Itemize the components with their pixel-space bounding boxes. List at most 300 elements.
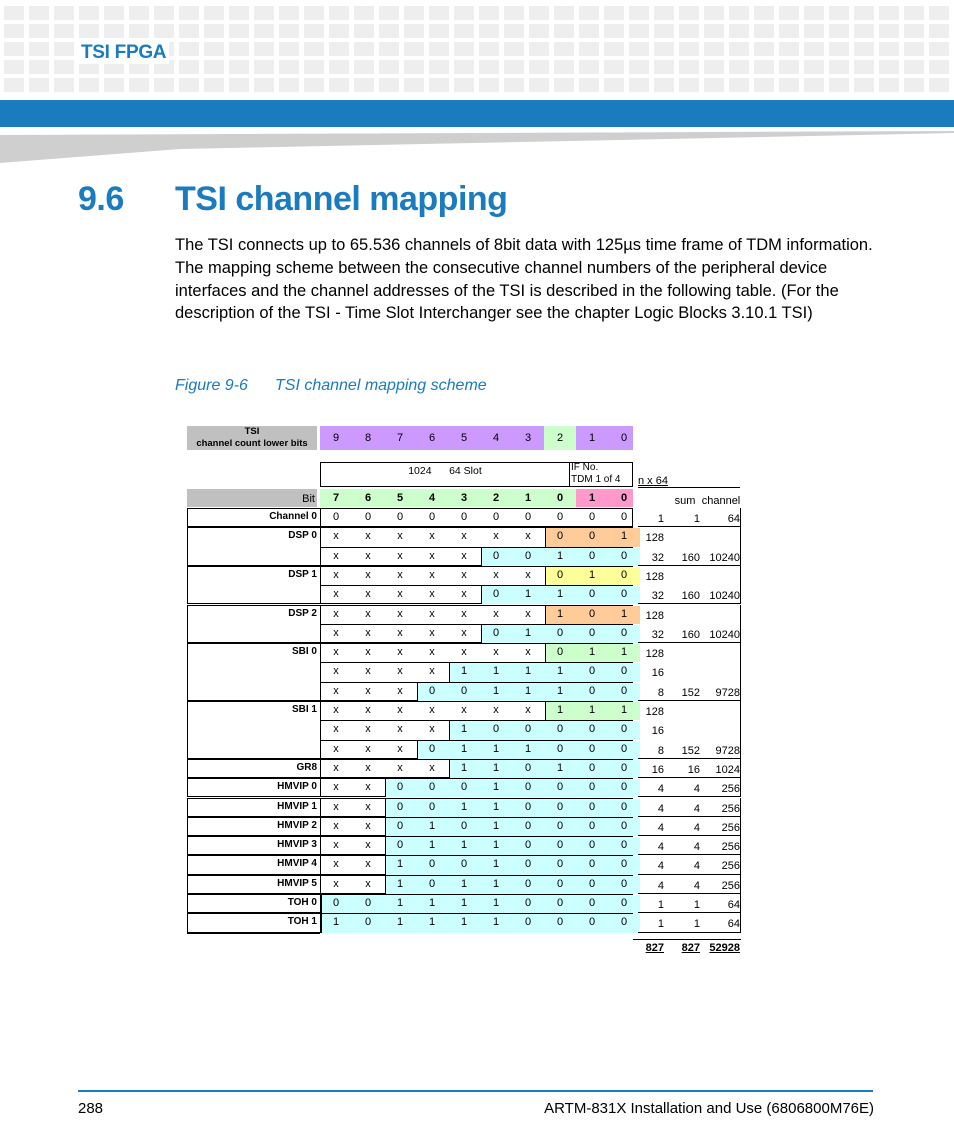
bit-cell: 0: [620, 781, 628, 794]
bit-cell: x: [365, 646, 371, 659]
bit-cell: 0: [588, 684, 596, 697]
bit-cell: 1: [396, 877, 404, 890]
bit-cell: x: [333, 877, 339, 890]
bit-cell: x: [397, 723, 403, 736]
bit-cell: x: [525, 607, 531, 620]
tsi-bit-7: 7: [396, 432, 404, 444]
n-value: 4: [657, 821, 664, 834]
bit-cell: 0: [620, 839, 628, 852]
bit-cell: x: [333, 858, 339, 871]
bit-cell: x: [333, 761, 339, 774]
bit-cell: x: [365, 626, 371, 639]
right-group-box: [638, 875, 741, 894]
tsi-bit-5: 5: [460, 432, 468, 444]
right-group-box: [638, 643, 741, 701]
n-value: 128: [645, 706, 664, 718]
bit-cell: x: [333, 819, 339, 832]
bit-cell: 1: [428, 839, 436, 852]
bit-cell: 0: [492, 626, 500, 639]
bit-cell: 0: [588, 839, 596, 852]
n-value: 32: [651, 628, 664, 641]
n-value: 128: [645, 609, 664, 622]
bit-cell: 1: [524, 588, 532, 601]
bit-cell: x: [365, 684, 371, 697]
right-group-box: [638, 566, 741, 605]
bit-cell: x: [333, 665, 339, 678]
bit-cell: 0: [460, 511, 468, 523]
right-group-box: [638, 894, 741, 913]
bit-cell: x: [333, 607, 339, 620]
bit-cell: x: [397, 588, 403, 601]
bit-cell: 0: [364, 511, 372, 523]
group-label-7: HMVIP 0: [277, 781, 317, 793]
bit-cell: 0: [556, 511, 564, 523]
tsi-bit-0: 0: [620, 432, 628, 444]
n-value: 32: [651, 590, 664, 603]
group-label-6: GR8: [296, 761, 317, 773]
n-value: 16: [651, 763, 664, 776]
bit-cell: x: [429, 665, 435, 678]
bit-cell: 1: [588, 646, 596, 659]
bit-cell: x: [333, 530, 339, 543]
channel-value: 256: [721, 821, 740, 834]
bit-cell: 1: [332, 916, 340, 929]
bit-cell: 0: [620, 665, 628, 678]
bit-cell: 1: [460, 897, 468, 909]
bit-cell: 1: [556, 549, 564, 562]
tsi-header-label: TSI channel count lower bits: [196, 426, 308, 449]
bit-cell: x: [365, 530, 371, 543]
group-label-11: HMVIP 4: [277, 858, 317, 870]
nx64-label: n x 64: [638, 475, 668, 487]
bit-cell: x: [333, 626, 339, 639]
bit-cell: x: [397, 742, 403, 755]
bit-cell: x: [397, 646, 403, 659]
bit-cell: 0: [524, 858, 532, 871]
bit-cell: x: [365, 781, 371, 794]
channel-value: 9728: [715, 744, 740, 757]
bit-cell: 0: [364, 897, 372, 909]
bit-cell: 0: [588, 588, 596, 601]
bit-cell: 0: [556, 646, 564, 659]
right-group-box: [638, 817, 741, 836]
bit-cell: 1: [428, 819, 436, 832]
bit-cell: 0: [588, 877, 596, 890]
slot-label: 1024 64 Slot: [408, 465, 482, 477]
bit-cell: 1: [524, 665, 532, 678]
bit-1: 6: [364, 492, 372, 504]
sum-value: 16: [687, 763, 700, 776]
bit-cell: 0: [620, 626, 628, 639]
n-value: 16: [651, 667, 664, 680]
bit-7: 0: [556, 492, 564, 504]
bit-cell: x: [365, 665, 371, 678]
channel-value: 256: [721, 802, 740, 815]
bit-cell: 0: [620, 800, 628, 813]
tsi-bit-1: 1: [588, 432, 596, 444]
group-label-8: HMVIP 1: [277, 800, 317, 812]
bit-cell: 0: [620, 916, 628, 929]
bit-cell: 0: [524, 781, 532, 794]
bit-cell: 0: [620, 819, 628, 832]
bit-cell: x: [461, 646, 467, 659]
sum-value: 160: [681, 551, 700, 564]
group-label-14: TOH 1: [287, 916, 317, 928]
group-label-0: Channel 0: [269, 511, 317, 522]
group-label-9: HMVIP 2: [277, 819, 317, 831]
sum-value: 152: [681, 686, 700, 699]
body-paragraph: The TSI connects up to 65.536 channels of 8bit data with 125µs time frame of TDM information. The mapping scheme between the consecutive channel numbers of the peripheral device interfaces and the channel addresses of the TSI is described in the following table. (For the description of the TSI - Time Slot Interchanger see the chapter Logic Blocks 3.10.1 TSI): [175, 236, 873, 323]
bit-cell: 0: [364, 916, 372, 929]
right-group-box: [638, 701, 741, 759]
bit-5: 2: [492, 492, 500, 504]
total-n: 827: [645, 941, 664, 954]
bit-cell: 0: [428, 781, 436, 794]
bit-cell: 1: [492, 665, 500, 678]
bit-cell: 0: [588, 723, 596, 736]
bit-cell: x: [429, 568, 435, 581]
sum-value: 4: [693, 802, 700, 815]
total-channel: 52928: [709, 941, 740, 954]
tsi-bit-6: 6: [428, 432, 436, 444]
bit-cell: 0: [620, 588, 628, 601]
bit-cell: 0: [556, 530, 564, 543]
bit-cell: x: [525, 568, 531, 581]
bit-cell: x: [429, 549, 435, 562]
channel-value: 10240: [709, 551, 740, 564]
bit-cell: x: [525, 646, 531, 659]
bit-cell: 0: [460, 781, 468, 794]
bit-cell: 0: [588, 665, 596, 678]
bit-cell: x: [333, 781, 339, 794]
right-group-box: [638, 778, 741, 797]
bit-cell: 0: [556, 897, 564, 909]
n-value: 128: [645, 648, 664, 661]
bit-cell: 1: [396, 858, 404, 871]
bit-cell: 0: [556, 800, 564, 813]
bit-cell: x: [397, 684, 403, 697]
bit-cell: x: [365, 568, 371, 581]
bit-cell: 1: [556, 665, 564, 678]
bit-cell: 0: [620, 877, 628, 890]
bit-cell: 1: [524, 626, 532, 639]
bit-cell: 0: [588, 530, 596, 543]
bit-cell: 1: [460, 839, 468, 852]
bit-cell: 0: [588, 819, 596, 832]
bit-cell: 1: [492, 800, 500, 813]
bit-cell: 0: [620, 684, 628, 697]
bit-cell: 0: [620, 742, 628, 755]
bit-cell: 1: [620, 607, 628, 620]
bit-cell: x: [525, 704, 531, 716]
bit-cell: x: [429, 530, 435, 543]
bit-cell: 0: [524, 897, 532, 909]
right-group-box: [638, 855, 741, 874]
right-group-box: [638, 913, 741, 932]
channel-value: 64: [727, 899, 740, 911]
channel-value: 10240: [709, 628, 740, 641]
page-number: 288: [78, 1100, 104, 1117]
bit-cell: 0: [588, 800, 596, 813]
bit-cell: x: [397, 549, 403, 562]
n-value: 4: [657, 783, 664, 796]
bit-cell: x: [429, 723, 435, 736]
bit-cell: 1: [524, 684, 532, 697]
bit-cell: 0: [588, 607, 596, 620]
section-heading: [78, 180, 507, 219]
bit-cell: 0: [396, 839, 404, 852]
channel-value: 9728: [715, 686, 740, 699]
bit-cell: 0: [396, 800, 404, 813]
bit-cell: 0: [396, 781, 404, 794]
sum-value: 160: [681, 628, 700, 641]
bit-cell: x: [429, 607, 435, 620]
bit-cell: x: [493, 646, 499, 659]
sum-value: 4: [693, 860, 700, 873]
section-label: TSI FPGA: [78, 42, 169, 64]
bit-cell: x: [493, 607, 499, 620]
bit-cell: 1: [460, 723, 468, 736]
bit-cell: 1: [396, 916, 404, 929]
tsi-bit-4: 4: [492, 432, 500, 444]
n-value: 128: [645, 532, 664, 545]
sum-value: 152: [681, 744, 700, 757]
bit-cell: 1: [460, 916, 468, 929]
doc-title: ARTM-831X Installation and Use (6806800M76E): [544, 1100, 874, 1117]
bit-cell: x: [365, 839, 371, 852]
tsi-bit-3: 3: [524, 432, 532, 444]
bit-cell: x: [365, 761, 371, 774]
bit-cell: 1: [556, 607, 564, 620]
bit-cell: 0: [492, 511, 500, 523]
section-title: TSI channel mapping: [175, 180, 508, 218]
bit-cell: x: [397, 626, 403, 639]
bit-cell: 0: [588, 626, 596, 639]
right-group-box: [638, 508, 741, 527]
group-label-12: HMVIP 5: [277, 877, 317, 889]
figure-label: Figure 9-6: [175, 377, 248, 394]
bit-cell: 1: [588, 568, 596, 581]
bit-label: Bit: [302, 493, 315, 505]
bit-cell: 1: [492, 684, 500, 697]
bit-cell: 0: [556, 819, 564, 832]
bit-cell: x: [365, 819, 371, 832]
bit-cell: 1: [460, 761, 468, 774]
bit-cell: x: [333, 839, 339, 852]
bit-cell: 0: [588, 761, 596, 774]
bit-cell: 1: [492, 819, 500, 832]
table-bottom-rule: [187, 933, 320, 934]
bit-cell: x: [461, 549, 467, 562]
bit-cell: 1: [556, 588, 564, 601]
bit-2: 5: [396, 492, 404, 504]
bit-cell: 0: [556, 723, 564, 736]
header-band: [0, 100, 954, 127]
group-label-1: DSP 0: [288, 530, 317, 542]
n-value: 8: [657, 744, 664, 757]
bit-cell: x: [333, 646, 339, 659]
bit-cell: 1: [620, 530, 628, 543]
bit-cell: x: [333, 800, 339, 813]
bit-cell: 0: [556, 626, 564, 639]
bit-cell: 1: [524, 742, 532, 755]
bit-cell: 0: [428, 684, 436, 697]
bit-cell: x: [461, 626, 467, 639]
bit-cell: 0: [492, 549, 500, 562]
bit-8: 1: [588, 492, 596, 504]
group-label-13: TOH 0: [287, 897, 317, 908]
bit-cell: 0: [620, 723, 628, 736]
n-value: 4: [657, 841, 664, 854]
bit-cell: 1: [492, 897, 500, 909]
bit-6: 1: [524, 492, 532, 504]
bit-cell: x: [365, 742, 371, 755]
bit-cell: x: [461, 530, 467, 543]
bit-cell: x: [493, 704, 499, 716]
bit-cell: 0: [588, 511, 596, 523]
right-group-box: [638, 527, 741, 566]
bit-cell: x: [333, 549, 339, 562]
bit-cell: x: [397, 704, 403, 716]
bit-4: 3: [460, 492, 468, 504]
bit-cell: 0: [588, 549, 596, 562]
bit-cell: x: [333, 704, 339, 716]
bit-cell: x: [397, 665, 403, 678]
bit-cell: 0: [556, 858, 564, 871]
bit-cell: 0: [588, 897, 596, 909]
tsi-bit-9: 9: [332, 432, 340, 444]
n-value: 4: [657, 860, 664, 873]
total-sum: 827: [681, 941, 700, 954]
bit-cell: 0: [524, 800, 532, 813]
bit-cell: 0: [588, 742, 596, 755]
channel-value: 10240: [709, 590, 740, 603]
bit-cell: 0: [620, 761, 628, 774]
group-label-3: DSP 2: [288, 607, 317, 619]
bit-cell: x: [429, 646, 435, 659]
sum-value: 4: [693, 783, 700, 796]
bit-cell: 0: [588, 916, 596, 929]
bit-cell: x: [429, 704, 435, 716]
tsi-bit-2: 2: [556, 432, 564, 444]
group-label-2: DSP 1: [288, 568, 317, 580]
bit-cell: 0: [588, 858, 596, 871]
bit-cell: x: [461, 607, 467, 620]
bit-cell: 0: [556, 568, 564, 581]
bit-cell: 0: [428, 742, 436, 755]
bit-cell: 0: [620, 549, 628, 562]
bit-cell: 0: [556, 742, 564, 755]
bit-cell: 1: [492, 858, 500, 871]
bit-cell: x: [461, 568, 467, 581]
n-value: 1: [657, 918, 664, 931]
bit-cell: 0: [556, 877, 564, 890]
sum-value: 160: [681, 590, 700, 603]
sum-value: 1: [693, 899, 700, 911]
bit-cell: 0: [588, 781, 596, 794]
bit-cell: 1: [460, 877, 468, 890]
bit-cell: x: [493, 530, 499, 543]
bit-cell: x: [461, 588, 467, 601]
bit-cell: 0: [396, 511, 404, 523]
bit-cell: 1: [492, 742, 500, 755]
right-group-box: [638, 798, 741, 817]
bit-cell: x: [365, 723, 371, 736]
bit-cell: 1: [556, 684, 564, 697]
bit-cell: 1: [428, 916, 436, 929]
channel-value: 256: [721, 860, 740, 873]
bit-cell: 0: [460, 684, 468, 697]
bit-cell: x: [493, 568, 499, 581]
sum-value: 4: [693, 841, 700, 854]
sum-value: 4: [693, 879, 700, 892]
bit-cell: x: [365, 858, 371, 871]
channel-value: 64: [727, 918, 740, 931]
bit-cell: x: [333, 723, 339, 736]
bit-cell: 1: [396, 897, 404, 909]
bit-cell: x: [429, 588, 435, 601]
bit-cell: x: [397, 568, 403, 581]
bit-cell: 1: [556, 704, 564, 716]
bit-cell: 1: [588, 704, 596, 716]
bit-cell: 0: [524, 549, 532, 562]
bit-cell: 1: [620, 646, 628, 659]
figure-title: TSI channel mapping scheme: [275, 377, 487, 394]
bit-cell: 0: [620, 897, 628, 909]
footer-rule: [78, 1090, 873, 1092]
bit-cell: 0: [428, 877, 436, 890]
figure-caption: [175, 377, 487, 395]
bit-cell: x: [461, 704, 467, 716]
n-value: 32: [651, 551, 664, 564]
group-label-5: SBI 1: [291, 704, 317, 715]
sum-label: sum: [674, 495, 696, 507]
bit-cell: x: [365, 877, 371, 890]
bit-cell: 1: [492, 839, 500, 852]
right-group-box: [638, 759, 741, 778]
bit-cell: 0: [556, 839, 564, 852]
bit-cell: 0: [620, 858, 628, 871]
bit-cell: x: [365, 549, 371, 562]
n-value: 8: [657, 686, 664, 699]
bit-cell: 0: [556, 916, 564, 929]
bit-cell: 1: [428, 897, 436, 909]
bit-cell: 0: [460, 858, 468, 871]
bit-cell: x: [333, 588, 339, 601]
bit-0: 7: [332, 492, 340, 504]
bit-cell: 0: [524, 723, 532, 736]
bit-cell: x: [365, 704, 371, 716]
bit-cell: 0: [332, 511, 340, 523]
tsi-bit-8: 8: [364, 432, 372, 444]
bit-cell: x: [429, 626, 435, 639]
bit-cell: 1: [620, 704, 628, 716]
right-group-box: [638, 836, 741, 855]
bit-cell: 0: [620, 511, 628, 523]
bit-3: 4: [428, 492, 436, 504]
bit-cell: 0: [332, 897, 340, 909]
header-wedge: [0, 131, 954, 163]
channel-value: 256: [721, 879, 740, 892]
right-group-box: [638, 605, 741, 644]
bit-cell: 0: [620, 568, 628, 581]
bit-cell: 1: [492, 781, 500, 794]
bit-cell: 1: [492, 761, 500, 774]
bit-cell: x: [397, 607, 403, 620]
n-value: 1: [657, 513, 664, 525]
bit-cell: x: [333, 568, 339, 581]
section-number: 9.6: [78, 180, 124, 218]
